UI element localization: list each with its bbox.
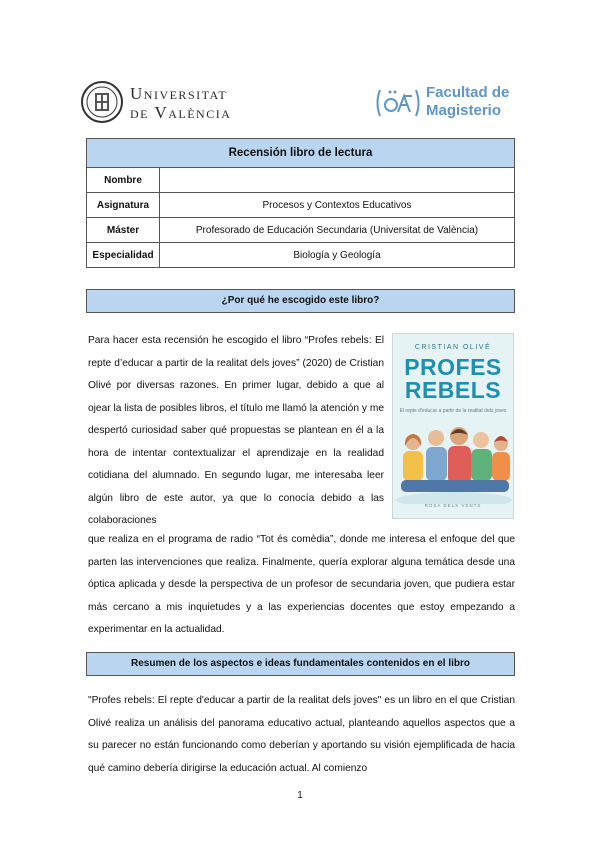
paragraph-why-part1: Para hacer esta recensión he escogido el libro “Profes rebels: El repte d’educar a partir de la realitat dels joves” (2020) de Cristian Olivé por diversas razones. En primer lugar, debido a que al ojear la lista de posibles libros, el título me llamó la atención y me despertó curiosidad saber qué propuestas se plantean en él a la hora de intentar contextualizar el aprendizaje en la realidad cotidiana del alumnado. En segundo lugar, me interesaba leer algún libro de este autor, ya que lo conocía debido a las colaboraciones <box>88 335 384 526</box>
row-label-nombre: Nombre <box>87 168 160 193</box>
cover-subtitle: El repte d'educar a partir de la realitat dels joves <box>399 408 507 414</box>
table-row <box>87 168 515 193</box>
university-name <box>130 84 231 122</box>
section-heading-why: ¿Por qué he escogido este libro? <box>86 289 515 313</box>
row-label-master: Máster <box>87 218 160 243</box>
table-row <box>87 218 515 243</box>
table-row <box>87 243 515 268</box>
row-value-especialidad: Biología y Geología <box>160 243 515 268</box>
faculty-name-line1: Facultad de <box>426 84 510 101</box>
table-header-row <box>87 139 515 168</box>
table-title: Recensión libro de lectura <box>87 139 515 168</box>
book-cover-image <box>392 333 514 519</box>
row-value-asignatura: Procesos y Contextos Educativos <box>160 193 515 218</box>
university-seal-logo <box>80 80 124 124</box>
cover-title <box>393 356 513 402</box>
cover-title-line2: REBELS <box>404 377 502 403</box>
faculty-name-line2: Magisterio <box>426 102 502 119</box>
row-label-especialidad: Especialidad <box>87 243 160 268</box>
faculty-name <box>426 84 509 120</box>
cover-title-line1: PROFES <box>404 354 502 380</box>
university-name-line2: de València <box>130 103 232 122</box>
table-row <box>87 193 515 218</box>
paragraph-summary: "Profes rebels: El repte d'educar a partir de la realitat dels joves" es un libro en el que Cristian Olivé realiza un análisis del panorama educativo actual, planteando aquellos aspectos que a su parecer no están funcionando como deberían y aportando su visión ejemplificada de hacia qué camino debería dirigirse la educación actual. Al comienzo <box>88 695 515 774</box>
cover-author: CRISTIAN OLIVÉ <box>414 344 492 351</box>
paragraph-why-part2: que realiza en el programa de radio “Tot és comèdia”, donde me interesa el enfoque del que parten las intervenciones que realiza. Finalmente, quería explorar alguna temática desde una óptica aplicada y desde la perspectiva de un profesor de secundaria joven, que pudiera estar más cercano a mis inquietudes y a las experiencias docentes que estoy empezando a experimentar en la actualidad. <box>88 534 515 635</box>
cover-illustration <box>393 420 514 504</box>
page-number: 1 <box>297 790 303 801</box>
section-heading-summary: Resumen de los aspectos e ideas fundamentales contenidos en el libro <box>86 652 515 676</box>
row-value-nombre <box>160 168 515 193</box>
review-info-table <box>86 138 515 268</box>
row-value-master: Profesorado de Educación Secundaria (Universitat de València) <box>160 218 515 243</box>
row-label-asignatura: Asignatura <box>87 193 160 218</box>
cover-publisher: ROSA DELS VENTS <box>424 503 482 508</box>
faculty-logo-icon <box>374 86 422 120</box>
university-name-line1: Universitat <box>130 84 228 103</box>
